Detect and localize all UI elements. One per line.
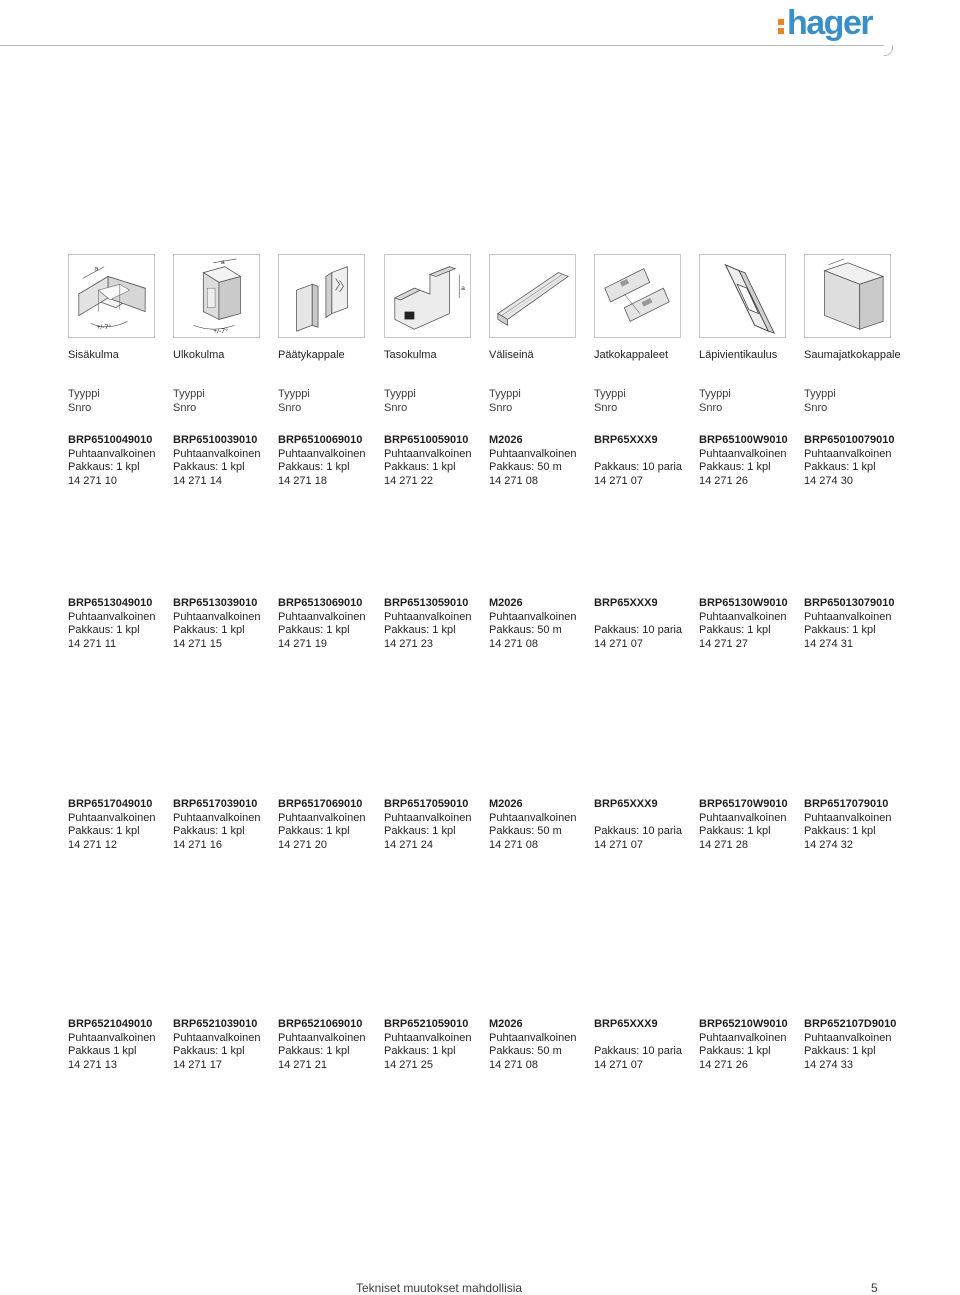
column-title-inner-corner: Sisäkulma <box>68 349 119 361</box>
flat-corner-image <box>384 254 471 338</box>
partition-image <box>489 254 576 338</box>
product-cell <box>173 798 260 852</box>
outer-corner-image <box>173 254 260 338</box>
product-number: 14 274 30 <box>804 474 853 487</box>
column-title-seam-joint: Saumajatkokappale <box>804 349 901 361</box>
product-package: Pakkaus: 10 paria <box>594 624 683 636</box>
type-label: Tyyppi <box>804 388 836 400</box>
product-number: 14 271 19 <box>278 637 327 650</box>
column-title-feedthrough-collar: Läpivientikaulus <box>699 349 778 361</box>
product-color: Puhtaanvalkoinen <box>278 447 366 460</box>
product-color: Puhtaanvalkoinen <box>384 447 472 460</box>
product-cell <box>384 434 471 488</box>
product-number: 14 271 20 <box>278 838 327 851</box>
footer-note: Tekniset muutokset mahdollisia <box>356 1281 523 1295</box>
product-number: 14 271 08 <box>489 1058 538 1071</box>
product-code: BRP6521059010 <box>384 1018 469 1030</box>
product-package: Pakkaus: 1 kpl <box>278 825 350 837</box>
product-code: BRP65170W9010 <box>699 798 788 810</box>
product-cell <box>489 798 576 852</box>
product-code: BRP65XXX9 <box>594 434 658 446</box>
product-color: Puhtaanvalkoinen <box>278 1031 366 1044</box>
product-color: Puhtaanvalkoinen <box>699 1031 787 1044</box>
product-color: Puhtaanvalkoinen <box>804 610 892 623</box>
product-color: Puhtaanvalkoinen <box>173 610 261 623</box>
header-rule <box>0 45 884 46</box>
product-cell <box>278 1018 365 1072</box>
product-number: 14 271 28 <box>699 838 748 851</box>
joint-pieces-icon <box>595 255 680 337</box>
logo-dots-icon <box>778 19 784 34</box>
product-cell <box>384 1018 471 1072</box>
dimension-a-label-3: a <box>461 285 465 293</box>
product-cell <box>594 434 682 488</box>
outer-corner-icon <box>174 255 259 337</box>
product-cell <box>489 1018 576 1072</box>
product-number: 14 274 31 <box>804 637 853 650</box>
product-number: 14 271 23 <box>384 637 433 650</box>
product-number: 14 271 26 <box>699 474 748 487</box>
type-label: Tyyppi <box>278 388 310 400</box>
product-cell <box>384 798 471 852</box>
product-code: BRP65010079010 <box>804 434 895 446</box>
product-number: 14 271 25 <box>384 1058 433 1071</box>
number-label: Snro <box>173 402 197 414</box>
product-code: BRP65130W9010 <box>699 597 788 609</box>
product-number: 14 271 07 <box>594 474 643 487</box>
product-code: BRP6521069010 <box>278 1018 363 1030</box>
product-code: BRP6513049010 <box>68 597 153 609</box>
product-package: Pakkaus: 1 kpl <box>173 461 245 473</box>
product-cell <box>699 597 788 651</box>
product-number: 14 271 08 <box>489 474 538 487</box>
product-package: Pakkaus: 1 kpl <box>278 1045 350 1057</box>
product-code: BRP65XXX9 <box>594 1018 658 1030</box>
product-package: Pakkaus: 50 m <box>489 461 562 473</box>
product-cell <box>384 597 471 651</box>
product-package: Pakkaus: 1 kpl <box>699 624 771 636</box>
product-color: Puhtaanvalkoinen <box>804 447 892 460</box>
product-package: Pakkaus: 1 kpl <box>699 1045 771 1057</box>
product-cell <box>804 798 891 852</box>
product-cell <box>699 1018 788 1072</box>
product-number: 14 274 32 <box>804 838 853 851</box>
product-color: Puhtaanvalkoinen <box>278 610 366 623</box>
seam-joint-image <box>804 254 891 338</box>
product-color: Puhtaanvalkoinen <box>489 610 577 623</box>
product-code: BRP6513059010 <box>384 597 469 609</box>
product-code: BRP6513039010 <box>173 597 258 609</box>
product-cell <box>804 434 895 488</box>
column-title-flat-corner: Tasokulma <box>384 349 437 361</box>
product-number: 14 271 27 <box>699 637 748 650</box>
product-number: 14 271 15 <box>173 637 222 650</box>
product-number: 14 271 14 <box>173 474 222 487</box>
dimension-a-label: a <box>94 265 99 273</box>
product-cell <box>278 434 365 488</box>
product-code: M2026 <box>489 597 523 609</box>
product-code: BRP6513069010 <box>278 597 363 609</box>
joint-pieces-image <box>594 254 681 338</box>
product-code: BRP6517059010 <box>384 798 469 810</box>
product-cell <box>173 597 260 651</box>
product-code: BRP6510069010 <box>278 434 363 446</box>
angle-label: +/-7° <box>96 324 112 332</box>
product-cell <box>489 597 576 651</box>
type-label: Tyyppi <box>384 388 416 400</box>
hager-logo <box>778 6 872 40</box>
product-code: BRP6517079010 <box>804 798 889 810</box>
product-code: M2026 <box>489 1018 523 1030</box>
product-package: Pakkaus: 1 kpl <box>278 624 350 636</box>
product-package: Pakkaus: 1 kpl <box>68 825 140 837</box>
product-cell <box>173 1018 260 1072</box>
product-color: Puhtaanvalkoinen <box>68 1031 156 1044</box>
product-color <box>594 611 682 625</box>
product-code: BRP6510049010 <box>68 434 153 446</box>
end-cap-icon <box>279 255 364 337</box>
product-color: Puhtaanvalkoinen <box>489 1031 577 1044</box>
feedthrough-collar-icon <box>700 255 785 337</box>
product-cell <box>68 1018 155 1072</box>
product-cell <box>68 434 155 488</box>
product-code: BRP652107D9010 <box>804 1018 897 1030</box>
header-rule-corner <box>884 45 893 56</box>
page-number: 5 <box>871 1281 878 1295</box>
inner-corner-image <box>68 254 155 338</box>
dimension-a-label-2: a <box>220 258 225 266</box>
column-header <box>68 387 100 415</box>
product-package: Pakkaus: 1 kpl <box>173 1045 245 1057</box>
product-package: Pakkaus: 10 paria <box>594 1045 683 1057</box>
product-code: M2026 <box>489 434 523 446</box>
number-label: Snro <box>278 402 302 414</box>
product-package: Pakkaus: 1 kpl <box>699 825 771 837</box>
column-title-partition: Väliseinä <box>489 349 534 361</box>
number-label: Snro <box>489 402 513 414</box>
column-header <box>804 387 836 415</box>
product-cell <box>594 1018 682 1072</box>
product-package: Pakkaus: 1 kpl <box>804 1045 876 1057</box>
product-package: Pakkaus: 1 kpl <box>173 624 245 636</box>
product-package: Pakkaus: 10 paria <box>594 461 683 473</box>
product-color: Puhtaanvalkoinen <box>489 447 577 460</box>
product-package: Pakkaus: 50 m <box>489 624 562 636</box>
inner-corner-icon <box>69 255 154 337</box>
product-number: 14 271 07 <box>594 1058 643 1071</box>
product-number: 14 271 22 <box>384 474 433 487</box>
product-color <box>594 812 682 826</box>
number-label: Snro <box>699 402 723 414</box>
type-label: Tyyppi <box>699 388 731 400</box>
product-code: M2026 <box>489 798 523 810</box>
partition-icon <box>490 255 575 337</box>
product-color: Puhtaanvalkoinen <box>278 811 366 824</box>
product-number: 14 271 08 <box>489 838 538 851</box>
product-code: BRP6517039010 <box>173 798 258 810</box>
product-package: Pakkaus: 1 kpl <box>699 461 771 473</box>
product-cell <box>173 434 260 488</box>
column-title-joint-pieces: Jatkokappaleet <box>594 349 668 361</box>
product-number: 14 271 11 <box>68 637 117 650</box>
type-label: Tyyppi <box>173 388 205 400</box>
product-package: Pakkaus: 1 kpl <box>384 825 456 837</box>
end-cap-image <box>278 254 365 338</box>
product-code: BRP6510059010 <box>384 434 469 446</box>
product-cell <box>699 798 788 852</box>
product-cell <box>68 798 155 852</box>
column-title-outer-corner: Ulkokulma <box>173 349 225 361</box>
product-color <box>594 448 682 462</box>
product-code: BRP65210W9010 <box>699 1018 788 1030</box>
product-package: Pakkaus: 1 kpl <box>804 624 876 636</box>
angle-label-2: +/-7° <box>213 328 228 336</box>
type-label: Tyyppi <box>68 388 100 400</box>
product-code: BRP6521049010 <box>68 1018 153 1030</box>
product-code: BRP6517049010 <box>68 798 153 810</box>
product-code: BRP6517069010 <box>278 798 363 810</box>
column-header <box>594 387 626 415</box>
product-color: Puhtaanvalkoinen <box>699 610 787 623</box>
product-package: Pakkaus: 10 paria <box>594 825 683 837</box>
column-header <box>384 387 416 415</box>
product-color: Puhtaanvalkoinen <box>68 610 156 623</box>
product-package: Pakkaus: 50 m <box>489 1045 562 1057</box>
product-color: Puhtaanvalkoinen <box>384 1031 472 1044</box>
product-color: Puhtaanvalkoinen <box>804 811 892 824</box>
product-cell <box>278 798 365 852</box>
product-package: Pakkaus: 1 kpl <box>804 825 876 837</box>
product-number: 14 271 07 <box>594 838 643 851</box>
product-cell <box>699 434 788 488</box>
product-package: Pakkaus: 1 kpl <box>68 624 140 636</box>
product-number: 14 271 26 <box>699 1058 748 1071</box>
product-cell <box>594 597 682 651</box>
product-code: BRP6521039010 <box>173 1018 258 1030</box>
type-label: Tyyppi <box>594 388 626 400</box>
product-number: 14 271 17 <box>173 1058 222 1071</box>
number-label: Snro <box>384 402 408 414</box>
product-number: 14 271 10 <box>68 474 117 487</box>
product-color: Puhtaanvalkoinen <box>68 811 156 824</box>
column-title-end-cap: Päätykappale <box>278 349 345 361</box>
product-code: BRP65100W9010 <box>699 434 788 446</box>
product-number: 14 274 33 <box>804 1058 853 1071</box>
column-header <box>489 387 521 415</box>
product-cell <box>594 798 682 852</box>
product-number: 14 271 24 <box>384 838 433 851</box>
product-package: Pakkaus: 1 kpl <box>384 461 456 473</box>
column-header <box>173 387 205 415</box>
product-color: Puhtaanvalkoinen <box>489 811 577 824</box>
logo-text: hager <box>787 4 873 42</box>
product-package: Pakkaus: 1 kpl <box>804 461 876 473</box>
product-package: Pakkaus: 1 kpl <box>173 825 245 837</box>
product-cell <box>489 434 576 488</box>
product-code: BRP65013079010 <box>804 597 895 609</box>
product-number: 14 271 21 <box>278 1058 327 1071</box>
product-package: Pakkaus: 1 kpl <box>384 1045 456 1057</box>
product-number: 14 271 18 <box>278 474 327 487</box>
product-package: Pakkaus: 1 kpl <box>278 461 350 473</box>
product-package: Pakkaus: 1 kpl <box>68 461 140 473</box>
product-package: Pakkaus: 50 m <box>489 825 562 837</box>
feedthrough-collar-image <box>699 254 786 338</box>
product-number: 14 271 16 <box>173 838 222 851</box>
flat-corner-icon <box>385 255 470 337</box>
product-color: Puhtaanvalkoinen <box>173 447 261 460</box>
column-header <box>699 387 731 415</box>
product-number: 14 271 07 <box>594 637 643 650</box>
product-code: BRP65XXX9 <box>594 798 658 810</box>
product-cell <box>68 597 155 651</box>
product-color: Puhtaanvalkoinen <box>173 1031 261 1044</box>
seam-joint-icon <box>805 255 890 337</box>
number-label: Snro <box>68 402 92 414</box>
product-number: 14 271 12 <box>68 838 117 851</box>
product-color: Puhtaanvalkoinen <box>68 447 156 460</box>
product-cell <box>804 1018 896 1072</box>
product-color: Puhtaanvalkoinen <box>699 447 787 460</box>
product-number: 14 271 08 <box>489 637 538 650</box>
product-color: Puhtaanvalkoinen <box>384 811 472 824</box>
number-label: Snro <box>594 402 618 414</box>
product-cell <box>804 597 895 651</box>
product-package: Pakkaus: 1 kpl <box>384 624 456 636</box>
product-code: BRP6510039010 <box>173 434 258 446</box>
product-cell <box>278 597 365 651</box>
type-label: Tyyppi <box>489 388 521 400</box>
product-color: Puhtaanvalkoinen <box>699 811 787 824</box>
product-package: Pakkaus 1 kpl <box>68 1045 137 1057</box>
product-color: Puhtaanvalkoinen <box>384 610 472 623</box>
column-header <box>278 387 310 415</box>
product-number: 14 271 13 <box>68 1058 117 1071</box>
product-color <box>594 1032 682 1046</box>
number-label: Snro <box>804 402 828 414</box>
product-color: Puhtaanvalkoinen <box>173 811 261 824</box>
product-color: Puhtaanvalkoinen <box>804 1031 892 1044</box>
product-code: BRP65XXX9 <box>594 597 658 609</box>
